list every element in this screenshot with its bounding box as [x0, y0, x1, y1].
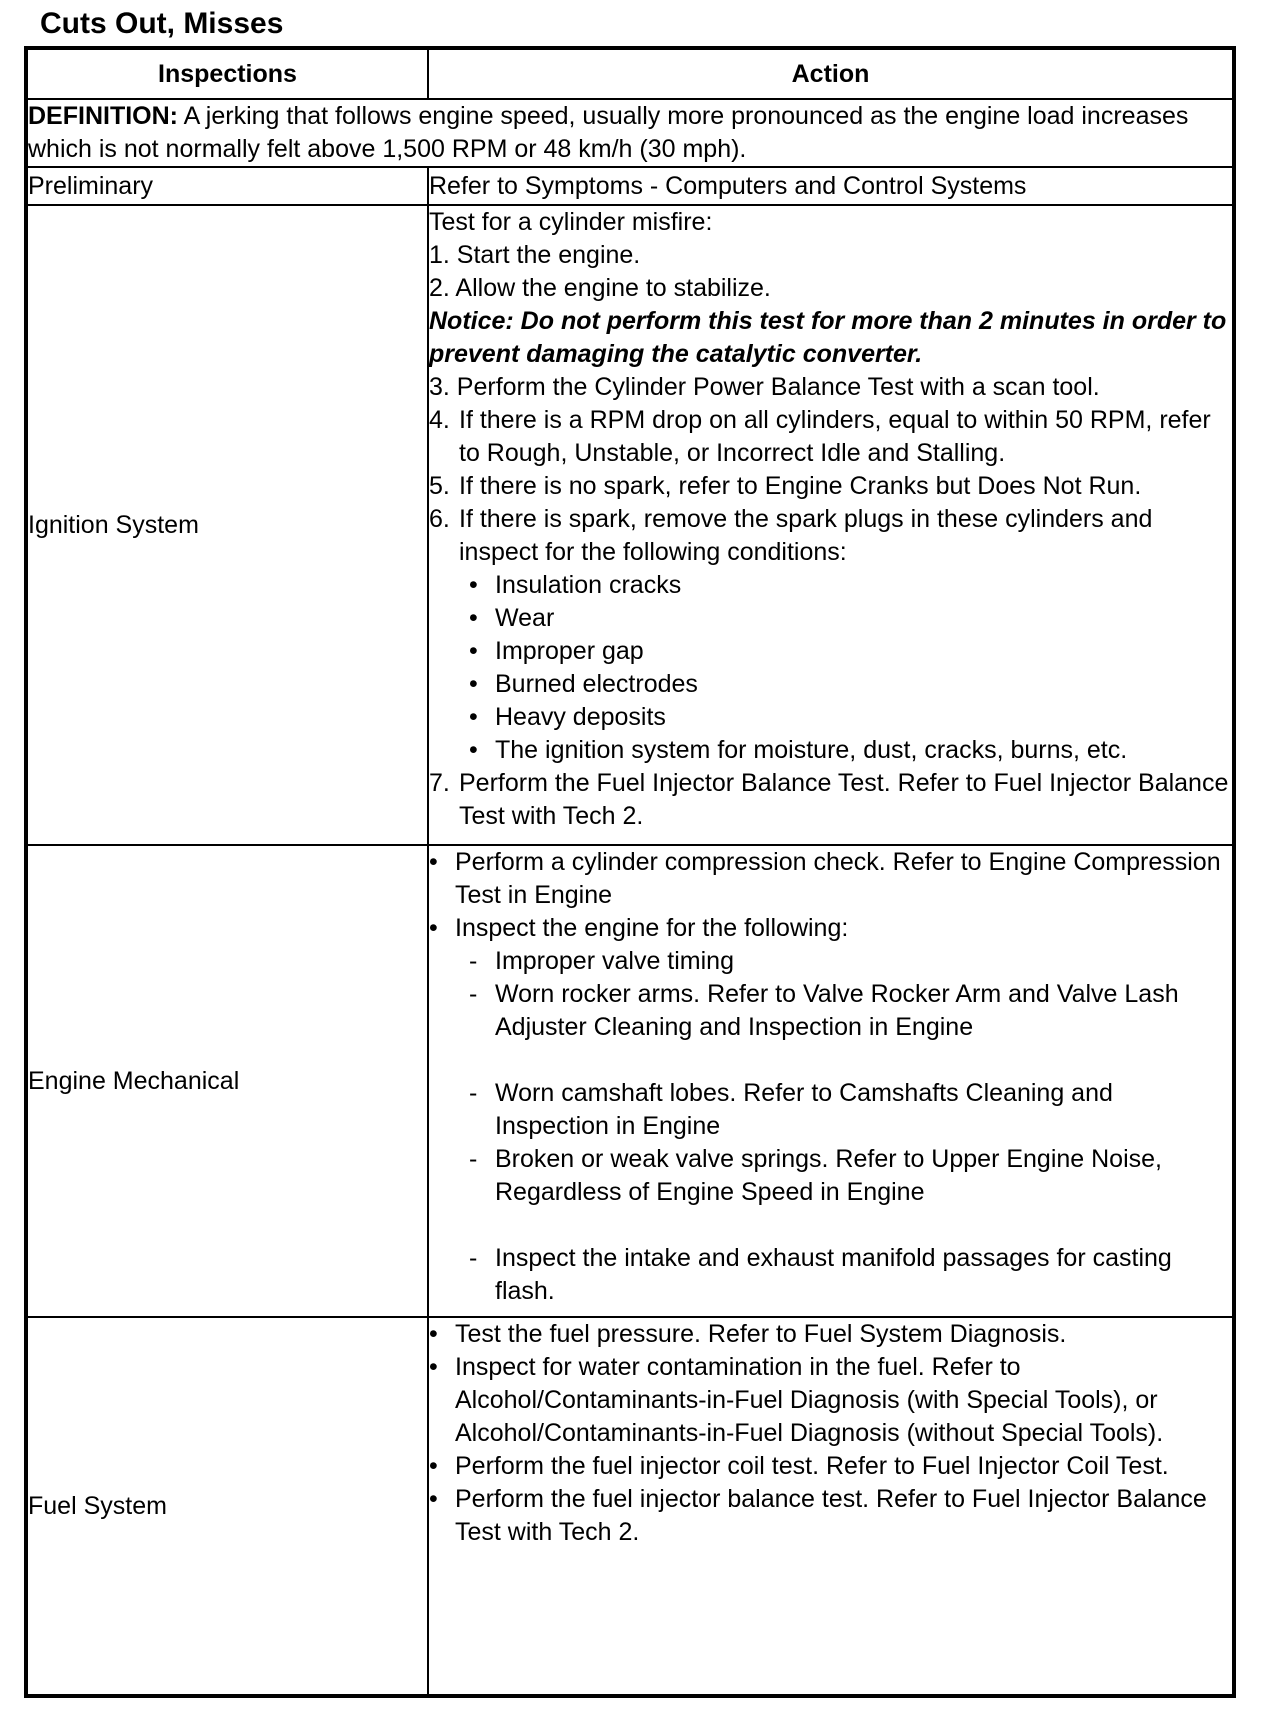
- bullet-icon: •: [469, 571, 478, 599]
- row-label-engine: Engine Mechanical: [26, 845, 428, 1317]
- bullet-icon: •: [469, 703, 478, 731]
- ignition-intro: Test for a cylinder misfire:: [429, 208, 713, 236]
- step-text: If there is spark, remove the spark plugs in these cylinders and inspect for the following conditions:: [459, 505, 1153, 566]
- step-text: If there is a RPM drop on all cylinders, equal to within 50 RPM, refer to Rough, Unstable, or Incorrect Idle and Stalling.: [459, 406, 1211, 467]
- header-row: [26, 48, 1234, 99]
- definition-text: A jerking that follows engine speed, usually more pronounced as the engine load increases which is not normally felt above 1,500 RPM or 48 km/h (30 mph).: [28, 102, 1189, 163]
- table-row: [26, 1317, 1234, 1696]
- list-item: • Burned electrodes: [429, 668, 1232, 701]
- ignition-step: [429, 470, 1232, 503]
- dash-icon: -: [469, 1145, 478, 1173]
- table-row: [26, 167, 1234, 205]
- definition-label: DEFINITION:: [28, 102, 178, 130]
- spacer: [429, 1209, 1232, 1242]
- list-item: • The ignition system for moisture, dust, cracks, burns, etc.: [429, 734, 1232, 767]
- definition-row: [26, 99, 1234, 167]
- bullet-icon: •: [429, 1320, 438, 1348]
- list-item: - Worn camshaft lobes. Refer to Camshafts Cleaning and Inspection in Engine: [429, 1077, 1232, 1143]
- bullet-icon: •: [469, 637, 478, 665]
- bullet-icon: •: [469, 736, 478, 764]
- page-title: Cuts Out, Misses: [40, 7, 284, 40]
- row-label-ignition: Ignition System: [26, 205, 428, 845]
- ignition-step: 1. Start the engine.: [429, 241, 641, 269]
- row-action-preliminary: Refer to Symptoms - Computers and Control Systems: [428, 167, 1234, 205]
- header-action: Action: [428, 48, 1234, 99]
- row-label-preliminary: Preliminary: [26, 167, 428, 205]
- list-item: - Broken or weak valve springs. Refer to Upper Engine Noise, Regardless of Engine Speed in Engine: [429, 1143, 1232, 1209]
- step-number: 4.: [429, 406, 450, 434]
- ignition-step: 3. Perform the Cylinder Power Balance Test with a scan tool.: [429, 373, 1100, 401]
- list-item: • Improper gap: [429, 635, 1232, 668]
- ignition-step: 2. Allow the engine to stabilize.: [429, 274, 771, 302]
- bullet-icon: •: [469, 604, 478, 632]
- list-item: • Test the fuel pressure. Refer to Fuel System Diagnosis.: [429, 1318, 1232, 1351]
- definition-cell: [26, 99, 1234, 167]
- row-action-ignition: [428, 205, 1234, 845]
- list-item: • Inspect for water contamination in the fuel. Refer to Alcohol/Contaminants-in-Fuel Diagnosis (with Special Tools), or Alcohol/Contaminants-in-Fuel Diagnosis (without Special Tools).: [429, 1351, 1232, 1450]
- list-item: • Inspect the engine for the following:: [429, 912, 1232, 945]
- bullet-icon: •: [429, 1485, 438, 1513]
- step-number: 5.: [429, 472, 450, 500]
- bullet-icon: •: [429, 1452, 438, 1480]
- ignition-notice: Notice: Do not perform this test for more than 2 minutes in order to prevent damaging the catalytic converter.: [429, 307, 1227, 368]
- list-item: - Worn rocker arms. Refer to Valve Rocker Arm and Valve Lash Adjuster Cleaning and Inspection in Engine: [429, 978, 1232, 1044]
- bullet-icon: •: [429, 848, 438, 876]
- list-item: • Perform a cylinder compression check. Refer to Engine Compression Test in Engine: [429, 846, 1232, 912]
- table-row: [26, 205, 1234, 845]
- step-number: 7.: [429, 769, 450, 797]
- row-action-fuel: [428, 1317, 1234, 1696]
- ignition-step: [429, 503, 1232, 569]
- bullet-icon: •: [429, 1353, 438, 1381]
- list-item: • Perform the fuel injector balance test. Refer to Fuel Injector Balance Test with Tech 2.: [429, 1483, 1232, 1549]
- row-action-engine: [428, 845, 1234, 1317]
- dash-icon: -: [469, 1079, 478, 1107]
- list-item: • Wear: [429, 602, 1232, 635]
- header-inspections: Inspections: [26, 48, 428, 99]
- ignition-step: [429, 767, 1232, 833]
- step-number: 6.: [429, 505, 450, 533]
- step-text: Perform the Fuel Injector Balance Test. Refer to Fuel Injector Balance Test with Tech 2.: [459, 769, 1229, 830]
- bullet-icon: •: [469, 670, 478, 698]
- dash-icon: -: [469, 1244, 478, 1272]
- row-label-fuel: Fuel System: [26, 1317, 428, 1696]
- dash-icon: -: [469, 947, 478, 975]
- table-row: [26, 845, 1234, 1317]
- list-item: - Inspect the intake and exhaust manifold passages for casting flash.: [429, 1242, 1232, 1308]
- diagnosis-table: [24, 46, 1236, 1698]
- step-text: If there is no spark, refer to Engine Cranks but Does Not Run.: [459, 472, 1142, 500]
- dash-icon: -: [469, 980, 478, 1008]
- list-item: • Heavy deposits: [429, 701, 1232, 734]
- list-item: - Improper valve timing: [429, 945, 1232, 978]
- list-item: • Perform the fuel injector coil test. Refer to Fuel Injector Coil Test.: [429, 1450, 1232, 1483]
- list-item: • Insulation cracks: [429, 569, 1232, 602]
- spacer: [429, 1044, 1232, 1077]
- ignition-step: [429, 404, 1232, 470]
- bullet-icon: •: [429, 914, 438, 942]
